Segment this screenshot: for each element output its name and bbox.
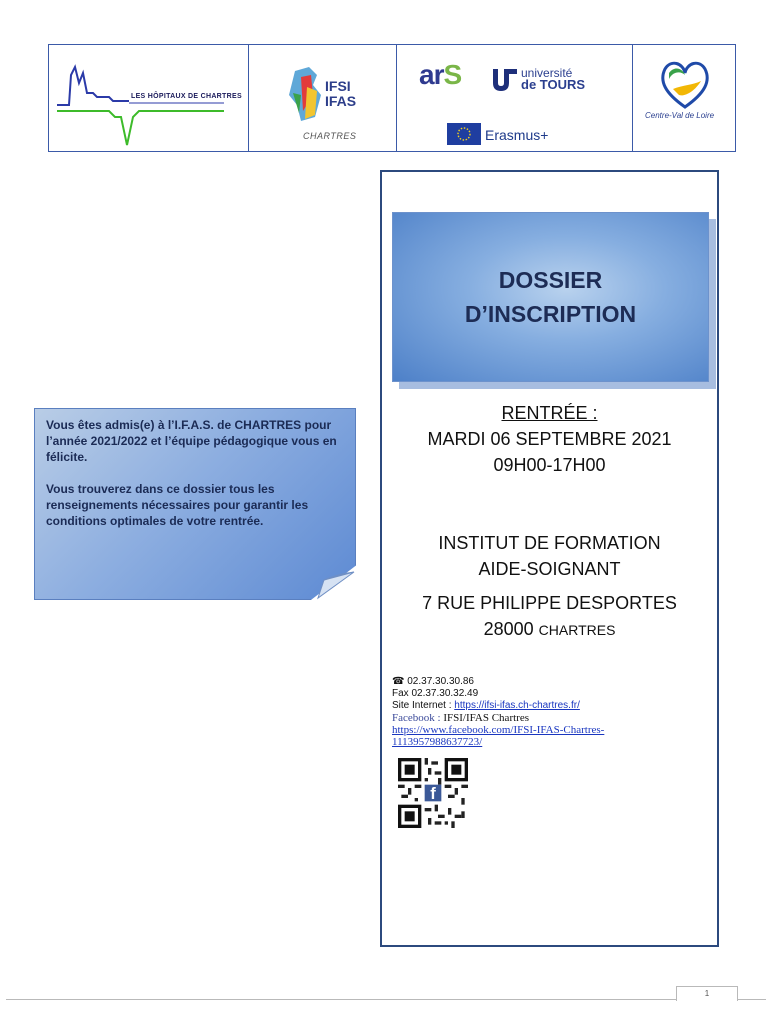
- site-link[interactable]: https://ifsi-ifas.ch-chartres.fr/: [454, 700, 580, 711]
- institute-postcode: 28000: [483, 619, 534, 639]
- institute-city: CHARTRES: [538, 622, 616, 638]
- facebook-name: IFSI/IFAS Chartres: [443, 712, 529, 724]
- facebook-link-part-2[interactable]: 1113957988637723/: [392, 736, 483, 748]
- region-name: Centre-Val de Loire: [645, 111, 715, 120]
- univ-line2: de TOURS: [521, 77, 586, 92]
- institute-street: 7 RUE PHILIPPE DESPORTES: [422, 593, 677, 613]
- univ-tours-icon: [491, 67, 517, 93]
- site-line: [392, 700, 712, 712]
- qr-code-icon[interactable]: [398, 758, 468, 828]
- title-box: [392, 212, 709, 382]
- ifsi-ifas-logo: [249, 45, 397, 151]
- phone-number: 02.37.30.30.86: [407, 676, 474, 687]
- ars-s: S: [443, 59, 462, 90]
- hopitaux-name: LES HÔPITAUX DE CHARTRES: [131, 93, 242, 100]
- fax-line: Fax 02.37.30.32.49: [392, 688, 479, 699]
- eu-flag-icon: [447, 123, 481, 145]
- rentree-hours: 09H00-17H00: [493, 455, 606, 475]
- hopitaux-logo: [49, 45, 249, 151]
- phone-line: [392, 676, 712, 688]
- facebook-url: [392, 724, 712, 748]
- facebook-line: [392, 712, 712, 724]
- contact-block: [392, 676, 712, 748]
- univ-line1: université: [521, 66, 573, 80]
- svg-text:f: f: [430, 784, 436, 803]
- info-panel: [380, 170, 719, 947]
- site-label: Site Internet :: [392, 700, 455, 711]
- facebook-link-part-1[interactable]: https://www.facebook.com/IFSI-IFAS-Chartres-: [392, 724, 605, 736]
- welcome-paragraph-2: Vous trouverez dans ce dossier tous les renseignements nécessaires pour garantir les conditions optimales de votre rentrée.: [46, 482, 309, 528]
- institute-block: [382, 530, 717, 643]
- ifsi-ifas-text: [325, 79, 356, 109]
- footer-divider: [6, 999, 766, 1000]
- erasmus-text: Erasmus+: [485, 127, 549, 143]
- ars-a: ar: [419, 59, 444, 90]
- welcome-text: [46, 417, 346, 545]
- title-line-1: DOSSIER: [498, 267, 603, 293]
- ifsi-label: IFSI: [325, 78, 351, 94]
- page-curl-icon: [310, 568, 358, 600]
- page-number: 1: [676, 986, 738, 1001]
- institute-city-line: [382, 616, 717, 643]
- ars-logo: [419, 59, 461, 91]
- logo-header: [48, 44, 736, 152]
- univ-tours-text: [521, 67, 585, 91]
- title-line-2: D’INSCRIPTION: [464, 301, 637, 327]
- institute-line-1: INSTITUT DE FORMATION: [438, 533, 661, 553]
- rentree-block: [382, 400, 717, 478]
- rentree-label: RENTRÉE :: [501, 403, 598, 423]
- welcome-paragraph-1: Vous êtes admis(e) à l’I.F.A.S. de CHARTRES pour l’année 2021/2022 et l’équipe pédagogique vous en félicite.: [46, 418, 337, 464]
- rentree-date: MARDI 06 SEPTEMBRE 2021: [427, 429, 672, 449]
- region-heart-icon: [655, 55, 715, 111]
- ifas-label: IFAS: [325, 93, 357, 109]
- ars-univ-erasmus-logos: [397, 45, 633, 151]
- institute-line-2: AIDE-SOIGNANT: [478, 559, 621, 579]
- ifsi-figure-icon: [287, 65, 327, 125]
- ifsi-city: CHARTRES: [303, 131, 357, 141]
- phone-icon: ☎: [392, 676, 405, 687]
- region-logo: [633, 45, 735, 151]
- facebook-label: Facebook :: [392, 712, 444, 724]
